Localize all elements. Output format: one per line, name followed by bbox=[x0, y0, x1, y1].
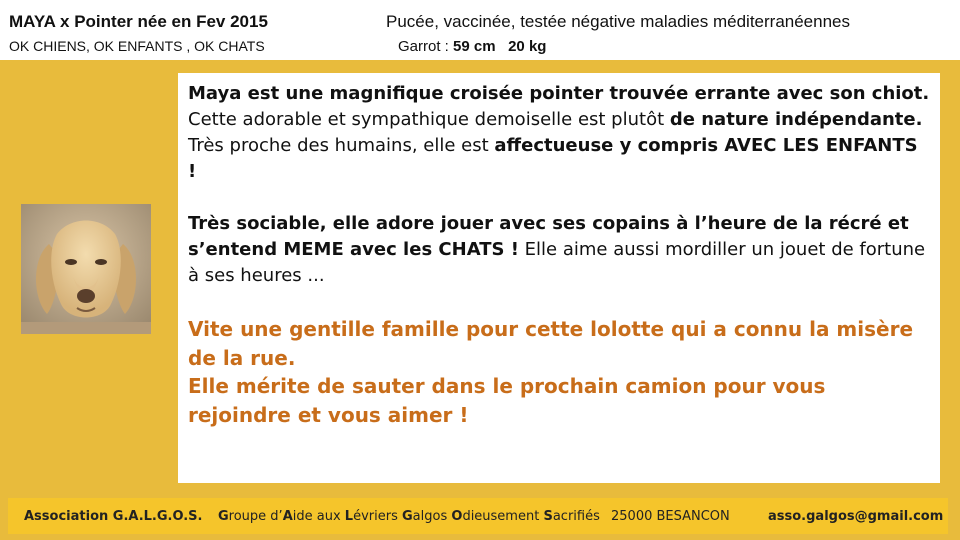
word-algos: algos bbox=[412, 509, 452, 524]
initial-s: S bbox=[543, 509, 553, 524]
header-bar bbox=[0, 0, 960, 60]
initial-a: A bbox=[282, 509, 293, 524]
compatibility-line: OK CHIENS, OK ENFANTS , OK CHATS bbox=[9, 38, 265, 54]
p2-text-c: Très proche des humains, elle est bbox=[188, 135, 495, 156]
description-text bbox=[188, 81, 932, 429]
paragraph-gap bbox=[188, 185, 932, 211]
association-fullname bbox=[218, 509, 600, 524]
word-dieusement: dieusement bbox=[462, 509, 544, 524]
p2-bold-b: de nature indépendante. bbox=[669, 109, 923, 130]
association-name: Association G.A.L.G.O.S. bbox=[24, 509, 203, 524]
p3-rest: Elle aime aussi mordiller un jouet de fortune à ses heures ... bbox=[188, 239, 926, 286]
word-roupe: roupe d’ bbox=[228, 509, 283, 524]
initial-o: O bbox=[451, 509, 463, 524]
garrot-height: 59 cm bbox=[453, 38, 496, 55]
personality-paragraph bbox=[188, 107, 932, 185]
word-ide: ide aux bbox=[292, 509, 345, 524]
size-weight bbox=[398, 38, 546, 55]
footer-bar bbox=[8, 498, 948, 534]
appeal-line-1: Vite une gentille famille pour cette lolotte qui a connu la misère de la rue. bbox=[188, 317, 914, 370]
initial-g: G bbox=[218, 509, 229, 524]
description-card bbox=[178, 73, 940, 483]
sociability-paragraph bbox=[188, 211, 932, 289]
weight-value: 20 kg bbox=[508, 38, 547, 55]
p2-bold-d: affectueuse y compris AVEC LES ENFANTS ! bbox=[188, 135, 918, 182]
paragraph-gap bbox=[188, 289, 932, 315]
dog-photo bbox=[21, 204, 151, 334]
health-status: Pucée, vaccinée, testée négative maladies méditerranéennes bbox=[386, 12, 851, 31]
p3-bold: Très sociable, elle adore jouer avec ses copains à l’heure de la récré et s’entend MEME avec les CHATS ! bbox=[188, 213, 909, 260]
contact-email-link[interactable]: asso.galgos@gmail.com bbox=[768, 509, 944, 524]
association-city: 25000 BESANCON bbox=[611, 509, 730, 524]
garrot-label: Garrot : bbox=[398, 38, 449, 55]
appeal-line-2: Elle mérite de sauter dans le prochain camion pour vous rejoindre et vous aimer ! bbox=[188, 374, 826, 427]
p2-text-a: Cette adorable et sympathique demoiselle est plutôt bbox=[188, 109, 670, 130]
initial-l: L bbox=[344, 509, 354, 524]
intro-paragraph bbox=[188, 81, 932, 107]
dog-name-breed: MAYA x Pointer née en Fev 2015 bbox=[9, 12, 268, 31]
word-acrifies: acrifiés bbox=[552, 509, 600, 524]
intro-bold: Maya est une magnifique croisée pointer trouvée errante avec son chiot. bbox=[188, 83, 930, 104]
initial-g2: G bbox=[402, 509, 413, 524]
word-evriers: évriers bbox=[353, 509, 402, 524]
dog-portrait-image bbox=[21, 204, 151, 334]
